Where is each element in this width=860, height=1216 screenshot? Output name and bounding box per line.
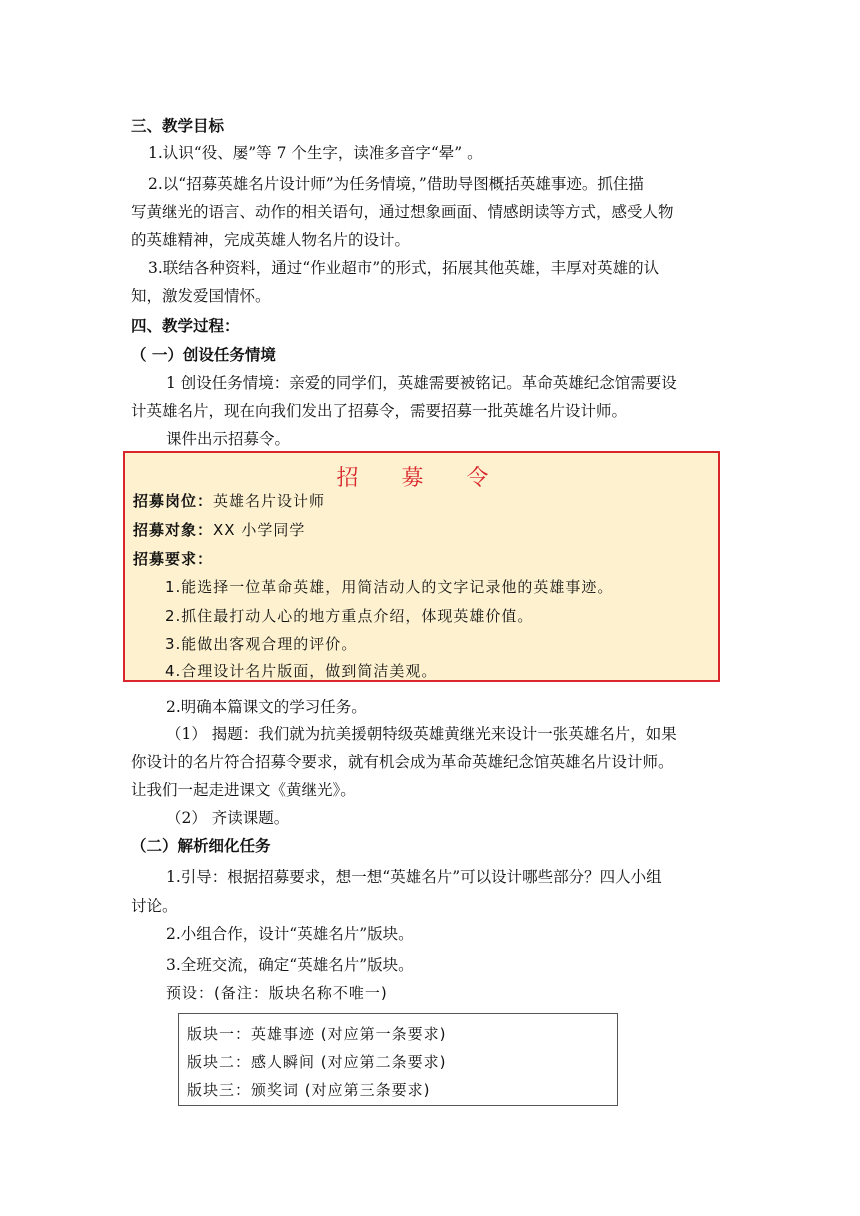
notice-target-value: XX 小学同学 [213,521,306,539]
class-share-line: 3.全班交流，确定“英雄名片”版块。 [166,956,414,974]
notice-requirement-4: 4.合理设计名片版面，做到简洁美观。 [165,662,438,680]
preset-note: 预设：(备注：版块名称不唯一) [166,984,388,1002]
task-paragraph-line-3: 课件出示招募令。 [166,430,291,448]
reveal-topic-line-3: 让我们一起走进课文《黄继光》。 [131,781,356,799]
notice-requirements-label: 招募要求： [133,550,214,568]
goal-1: 1.认识“役、屡”等 7 个生字，读准多音字“晕” 。 [148,144,483,162]
read-title-line: （2） 齐读课题。 [166,809,290,827]
section-heading-process: 四、教学过程： [131,317,240,335]
subsection-heading-1: （ 一）创设任务情境 [131,346,276,364]
goal-2-line-3: 的英雄精神，完成英雄人物名片的设计。 [131,231,411,249]
learning-task-line: 2.明确本篇课文的学习任务。 [166,698,367,716]
section-heading-goals: 三、教学目标 [131,117,225,135]
task-paragraph-line-1: 1 创设任务情境：亲爱的同学们，英雄需要被铭记。革命英雄纪念馆需要设 [166,374,677,392]
plate-2: 版块二：感人瞬间 (对应第二条要求) [187,1053,447,1071]
task-paragraph-line-2: 计英雄名片，现在向我们发出了招募令，需要招募一批英雄名片设计师。 [131,402,628,420]
reveal-topic-line-1: （1） 揭题：我们就为抗美援朝特级英雄黄继光来设计一张英雄名片，如果 [166,725,677,743]
reveal-topic-line-2: 你设计的名片符合招募令要求，就有机会成为革命英雄纪念馆英雄名片设计师。 [131,753,674,771]
notice-position-value: 英雄名片设计师 [213,492,326,510]
subsection-heading-2: （二）解析细化任务 [131,837,271,855]
plate-3: 版块三：颁奖词 (对应第三条要求) [187,1081,431,1099]
goal-2-line-2: 写黄继光的语言、动作的相关语句，通过想象画面、情感朗读等方式，感受人物 [131,203,674,221]
guide-line-1: 1.引导：根据招募要求，想一想“英雄名片”可以设计哪些部分？四人小组 [166,868,662,886]
recruitment-notice [123,451,720,682]
goal-2-line-1: 2.以“招募英雄名片设计师”为任务情境，”借助导图概括英雄事迹。抓住描 [148,175,644,193]
notice-requirement-3: 3.能做出客观合理的评价。 [165,635,358,653]
guide-line-2: 讨论。 [131,897,178,915]
goal-3-line-1: 3.联结各种资料，通过“作业超市”的形式，拓展其他英雄，丰厚对英雄的认 [148,259,660,277]
notice-requirement-2: 2.抓住最打动人心的地方重点介绍，体现英雄价值。 [165,607,534,625]
group-work-line: 2.小组合作，设计“英雄名片”版块。 [166,925,414,943]
plates-box [178,1013,618,1106]
goal-3-line-2: 知，激发爱国情怀。 [131,287,271,305]
notice-requirement-1: 1.能选择一位革命英雄，用简洁动人的文字记录他的英雄事迹。 [165,578,614,596]
notice-position [133,491,325,511]
notice-title: 招 募 令 [336,466,507,491]
plate-1: 版块一：英雄事迹 (对应第一条要求) [187,1025,447,1043]
notice-target-label: 招募对象： [133,521,214,539]
notice-target [133,520,305,540]
notice-position-label: 招募岗位： [133,492,214,510]
